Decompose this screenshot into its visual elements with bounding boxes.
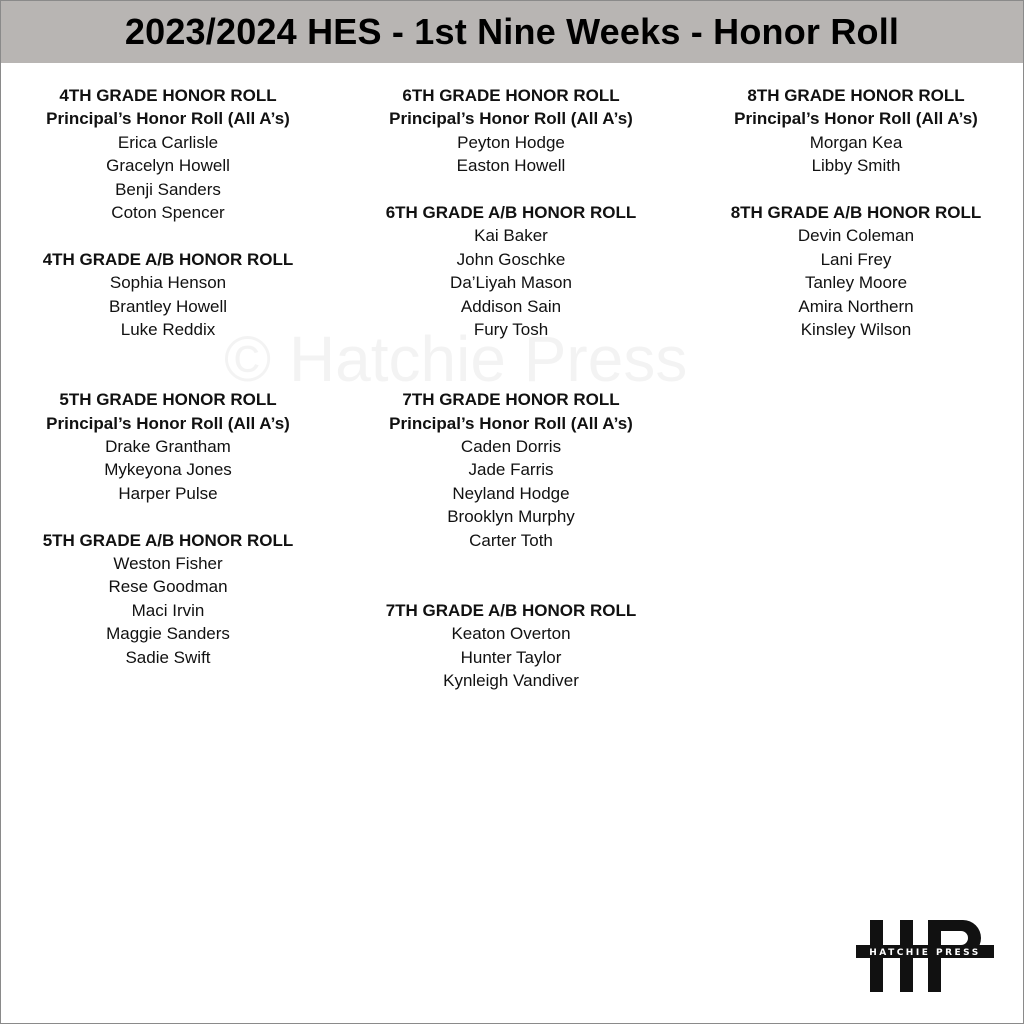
student-name: Keaton Overton — [451, 624, 571, 644]
student-name: Harper Pulse — [118, 483, 218, 503]
section-heading: 8TH GRADE HONOR ROLL — [747, 86, 965, 105]
student-name: Carter Toth — [469, 530, 553, 550]
section-subheading: Principal’s Honor Roll (All A’s) — [389, 109, 633, 129]
section-heading: 4TH GRADE HONOR ROLL — [59, 86, 277, 105]
section-subheading: Principal’s Honor Roll (All A’s) — [46, 413, 290, 433]
student-name: Brantley Howell — [108, 296, 228, 316]
section-heading: 8TH GRADE A/B HONOR ROLL — [730, 203, 982, 223]
student-name: Erica Carlisle — [117, 132, 219, 152]
logo-text: HATCHIE PRESS — [869, 948, 981, 958]
column-grades-4-5 — [8, 84, 328, 669]
student-name: Fury Tosh — [473, 320, 549, 340]
student-name: Mykeyona Jones — [104, 460, 232, 480]
student-name: Luke Reddix — [120, 320, 216, 340]
section-7th-ab-honor-roll — [351, 599, 671, 693]
section-heading: 6TH GRADE HONOR ROLL — [402, 86, 620, 105]
section-subheading: Principal’s Honor Roll (All A’s) — [389, 413, 633, 433]
column-grades-6-7 — [351, 84, 671, 693]
section-heading: 4TH GRADE A/B HONOR ROLL — [42, 249, 294, 269]
student-name: Morgan Kea — [809, 132, 903, 152]
student-name: John Goschke — [456, 249, 566, 269]
page-title: 2023/2024 HES - 1st Nine Weeks - Honor Roll — [124, 11, 900, 52]
student-name: Caden Dorris — [460, 437, 562, 457]
student-name: Benji Sanders — [115, 179, 221, 199]
section-6th-honor-roll — [351, 84, 671, 178]
student-name: Neyland Hodge — [452, 483, 570, 503]
section-5th-ab-honor-roll — [8, 529, 328, 669]
student-name: Maggie Sanders — [106, 624, 230, 644]
section-heading: 7TH GRADE A/B HONOR ROLL — [385, 600, 637, 620]
student-name: Da’Liyah Mason — [450, 273, 572, 293]
student-name: Easton Howell — [456, 156, 566, 176]
student-name: Tanley Moore — [804, 273, 908, 293]
section-7th-honor-roll — [351, 388, 671, 552]
section-heading: 5TH GRADE HONOR ROLL — [59, 390, 277, 410]
student-name: Maci Irvin — [131, 600, 205, 620]
section-5th-honor-roll — [8, 388, 328, 505]
section-subheading: Principal’s Honor Roll (All A’s) — [46, 109, 290, 129]
section-heading: 7TH GRADE HONOR ROLL — [402, 390, 620, 410]
student-name: Brooklyn Murphy — [447, 507, 575, 527]
student-name: Kai Baker — [474, 226, 548, 246]
section-4th-honor-roll — [8, 84, 328, 224]
section-8th-honor-roll — [696, 84, 1016, 178]
section-heading: 6TH GRADE A/B HONOR ROLL — [385, 203, 637, 223]
title-bar — [1, 1, 1023, 63]
student-name: Weston Fisher — [113, 554, 223, 574]
hatchie-press-logo — [856, 918, 994, 994]
student-name: Rese Goodman — [108, 577, 228, 597]
student-name: Libby Smith — [811, 156, 901, 176]
student-name: Gracelyn Howell — [106, 156, 230, 176]
student-name: Amira Northern — [798, 296, 914, 316]
student-name: Jade Farris — [468, 460, 554, 480]
student-name: Sophia Henson — [109, 273, 227, 293]
section-subheading: Principal’s Honor Roll (All A’s) — [734, 109, 978, 129]
section-6th-ab-honor-roll — [351, 201, 671, 341]
column-grade-8 — [696, 84, 1016, 341]
student-name: Hunter Taylor — [460, 647, 562, 667]
student-name: Addison Sain — [460, 296, 562, 316]
student-name: Sadie Swift — [125, 647, 211, 667]
student-name: Kynleigh Vandiver — [443, 671, 579, 691]
student-name: Devin Coleman — [797, 226, 915, 246]
section-4th-ab-honor-roll — [8, 248, 328, 342]
section-8th-ab-honor-roll — [696, 201, 1016, 341]
student-name: Drake Grantham — [105, 437, 231, 457]
student-name: Kinsley Wilson — [800, 320, 912, 340]
student-name: Coton Spencer — [111, 203, 225, 223]
student-name: Lani Frey — [820, 249, 892, 269]
student-name: Peyton Hodge — [457, 132, 565, 152]
section-heading: 5TH GRADE A/B HONOR ROLL — [42, 530, 294, 550]
